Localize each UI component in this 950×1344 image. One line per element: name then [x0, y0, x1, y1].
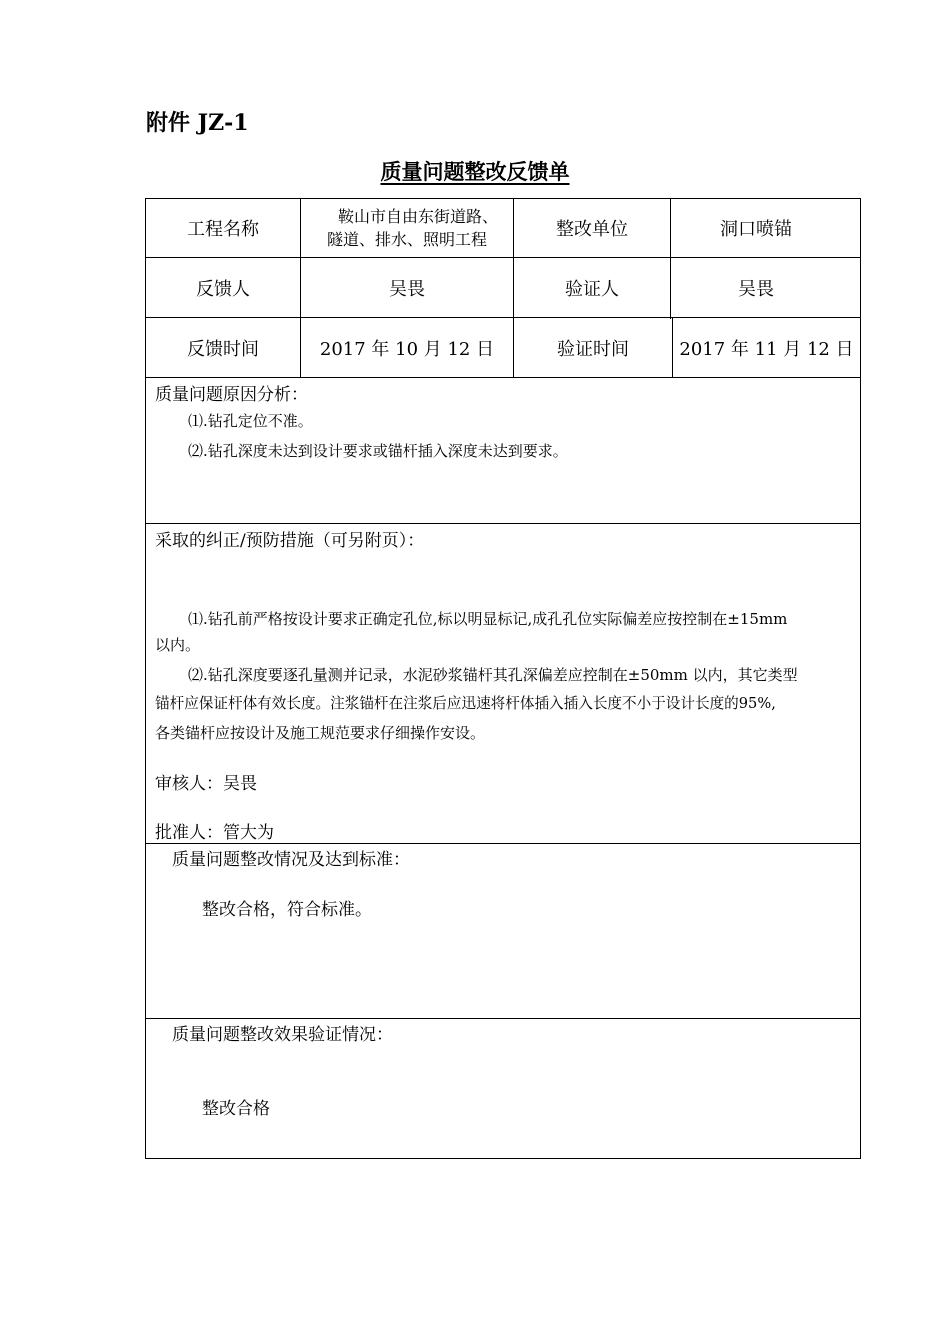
cause-analysis-heading: 质量问题原因分析： — [155, 385, 308, 405]
cause-item: ⑴.钻孔定位不准。 — [188, 412, 313, 430]
rectify-status-heading: 质量问题整改情况及达到标准： — [172, 850, 410, 870]
project-name-value — [301, 199, 513, 257]
cause-item: ⑵.钻孔深度未达到设计要求或锚杆插入深度未达到要求。 — [188, 442, 568, 460]
verify-effect-heading: 质量问题整改效果验证情况： — [172, 1025, 393, 1045]
rectify-status-content: 整改合格，符合标准。 — [202, 900, 372, 920]
row-divider — [146, 843, 860, 844]
verifier-value: 吴畏 — [738, 278, 774, 300]
measure-item2-line2: 锚杆应保证杆体有效长度。注浆锚杆在注浆后应迅速将杆体插入插入长度不小于设计长度的95%, — [155, 695, 776, 712]
rectify-unit-label: 整改单位 — [556, 219, 628, 240]
measure-item2-line1: ⑵.钻孔深度要逐孔量测并记录，水泥砂浆锚杆其孔深偏差应控制在±50mm 以内，其它类型 — [188, 666, 798, 684]
measures-heading: 采取的纠正/预防措施（可另附页）： — [155, 531, 425, 551]
verify-effect-content: 整改合格 — [202, 1099, 270, 1119]
form-title-text: 质量问题整改反馈单 — [380, 159, 570, 184]
row-divider — [146, 523, 860, 524]
approver-line: 批准人：管大为 — [155, 823, 274, 843]
verifier-label: 验证人 — [565, 278, 619, 300]
feedback-time-value: 2017 年 10 月 12 日 — [319, 338, 495, 360]
measure-item2-line3: 各类锚杆应按设计及施工规范要求仔细操作安设。 — [155, 724, 486, 742]
attachment-label: 附件 JZ-1 — [146, 110, 249, 136]
verify-time-value: 2017 年 11 月 12 日 — [679, 338, 854, 360]
verify-time-label: 验证时间 — [557, 338, 629, 360]
form-title — [0, 156, 950, 186]
feedback-form-table — [145, 198, 861, 1159]
project-name-line2: 隧道、排水、照明工程 — [326, 230, 487, 249]
measure-item1-line1: ⑴.钻孔前严格按设计要求正确定孔位,标以明显标记,成孔孔位实际偏差应按控制在±15mm — [188, 610, 788, 628]
feedback-person-value: 吴畏 — [389, 278, 425, 300]
measure-item1-line2: 以内。 — [155, 636, 201, 654]
feedback-time-label: 反馈时间 — [187, 338, 259, 360]
project-name-line1: 鞍山市自由东街道路、 — [337, 207, 498, 226]
row-divider — [146, 377, 860, 378]
row-divider — [146, 1018, 860, 1019]
rectify-unit-value: 洞口喷锚 — [720, 219, 792, 240]
reviewer-line: 审核人：吴畏 — [155, 774, 257, 794]
project-name-label: 工程名称 — [187, 219, 259, 240]
feedback-person-label: 反馈人 — [196, 278, 250, 300]
